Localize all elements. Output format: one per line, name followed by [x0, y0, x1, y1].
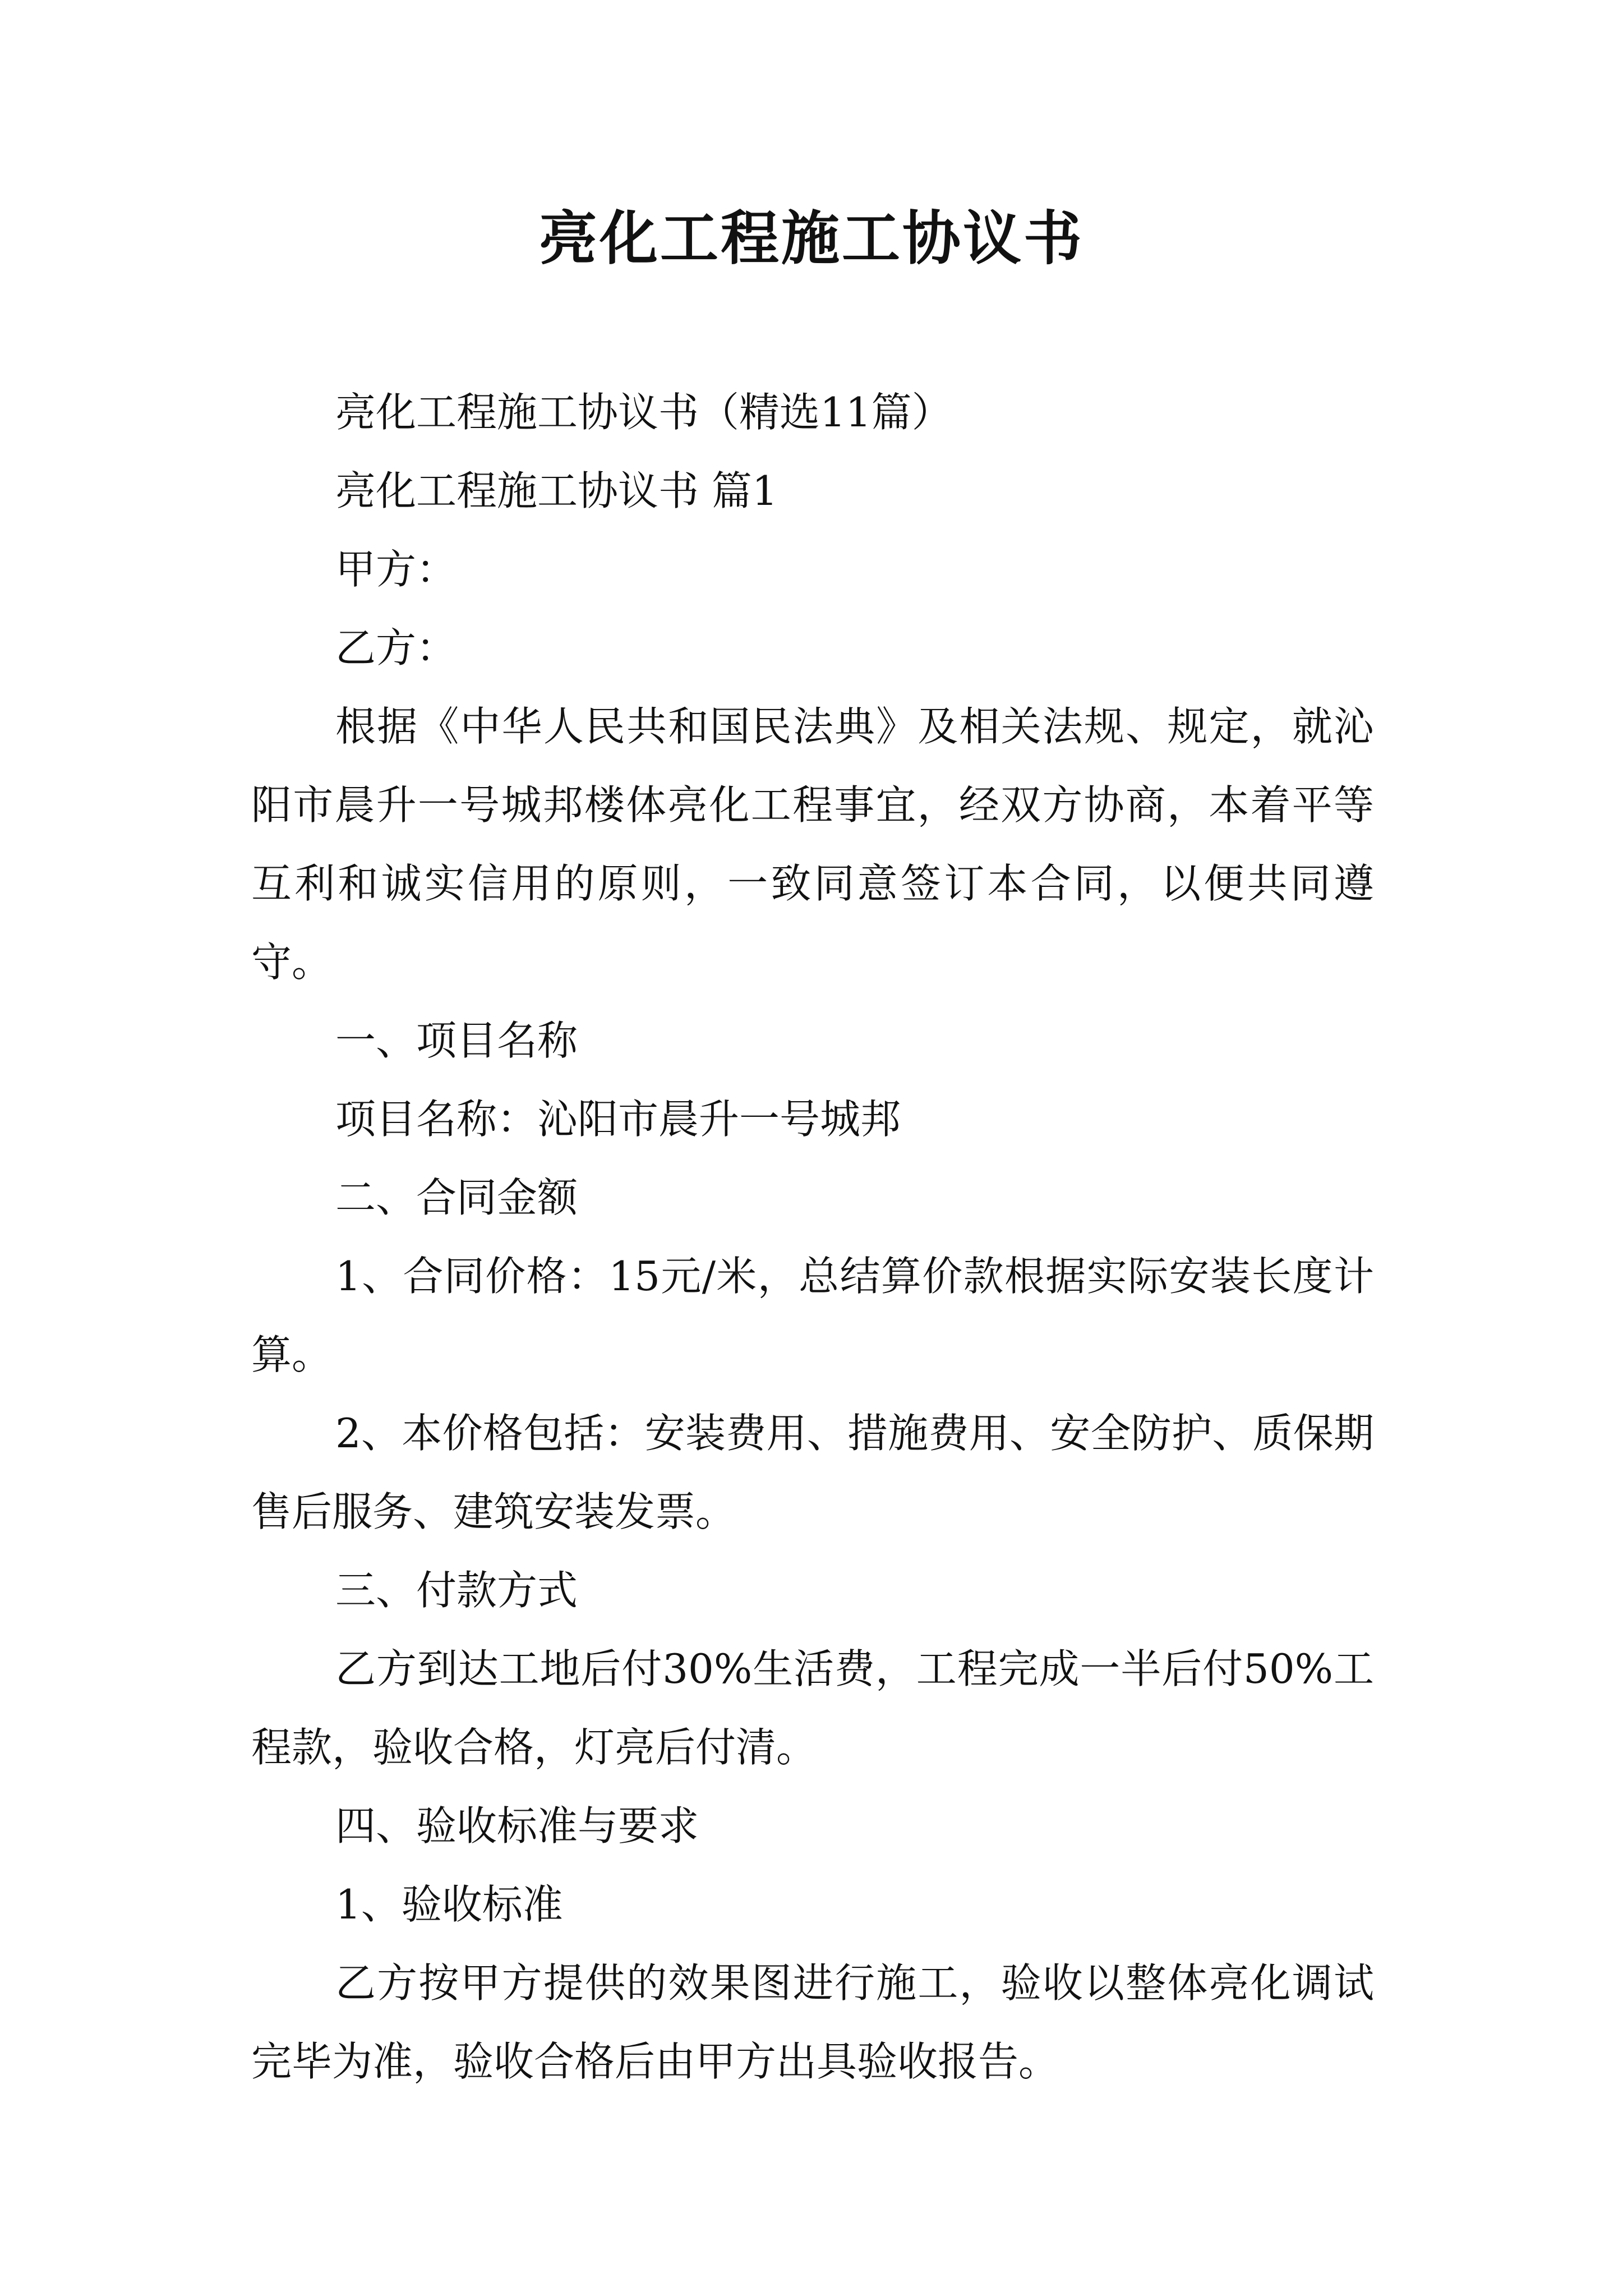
- paragraph-contract-price: 1、合同价格：15元/米，总结算价款根据实际安装长度计算。: [251, 1253, 1374, 1378]
- paragraph-heading-contract-amount: 二、合同金额: [335, 1174, 578, 1221]
- paragraph-acceptance-standard-heading: 1、验收标准: [335, 1881, 563, 1928]
- paragraph-price-includes: 2、本价格包括：安装费用、措施费用、安全防护、质保期售后服务、建筑安装发票。: [251, 1410, 1374, 1535]
- paragraph-party-b: 乙方：: [335, 624, 457, 671]
- paragraph-acceptance-standard: 乙方按甲方提供的效果图进行施工，验收以整体亮化调试完毕为准，验收合格后由甲方出具验收报告。: [251, 1959, 1374, 2085]
- paragraph-preamble: 根据《中华人民共和国民法典》及相关法规、规定，就沁阳市晨升一号城邦楼体亮化工程事宜，经双方协商，本着平等互利和诚实信用的原则，一致同意签订本合同，以便共同遵守。: [251, 703, 1374, 986]
- paragraph-project-name: 项目名称：沁阳市晨升一号城邦: [335, 1096, 901, 1143]
- paragraph-section-heading: 亮化工程施工协议书 篇1: [335, 467, 778, 514]
- paragraph-party-a: 甲方：: [335, 546, 457, 593]
- paragraph-payment-terms: 乙方到达工地后付30%生活费，工程完成一半后付50%工程款，验收合格，灯亮后付清。: [251, 1645, 1374, 1771]
- paragraph-heading-payment: 三、付款方式: [335, 1567, 578, 1614]
- paragraph-subtitle: 亮化工程施工协议书（精选11篇）: [335, 389, 952, 436]
- paragraph-heading-project-name: 一、项目名称: [335, 1017, 578, 1064]
- paragraph-heading-acceptance: 四、验收标准与要求: [335, 1802, 699, 1849]
- document-body: [251, 373, 1374, 2101]
- document-title: 亮化工程施工协议书: [538, 204, 1084, 273]
